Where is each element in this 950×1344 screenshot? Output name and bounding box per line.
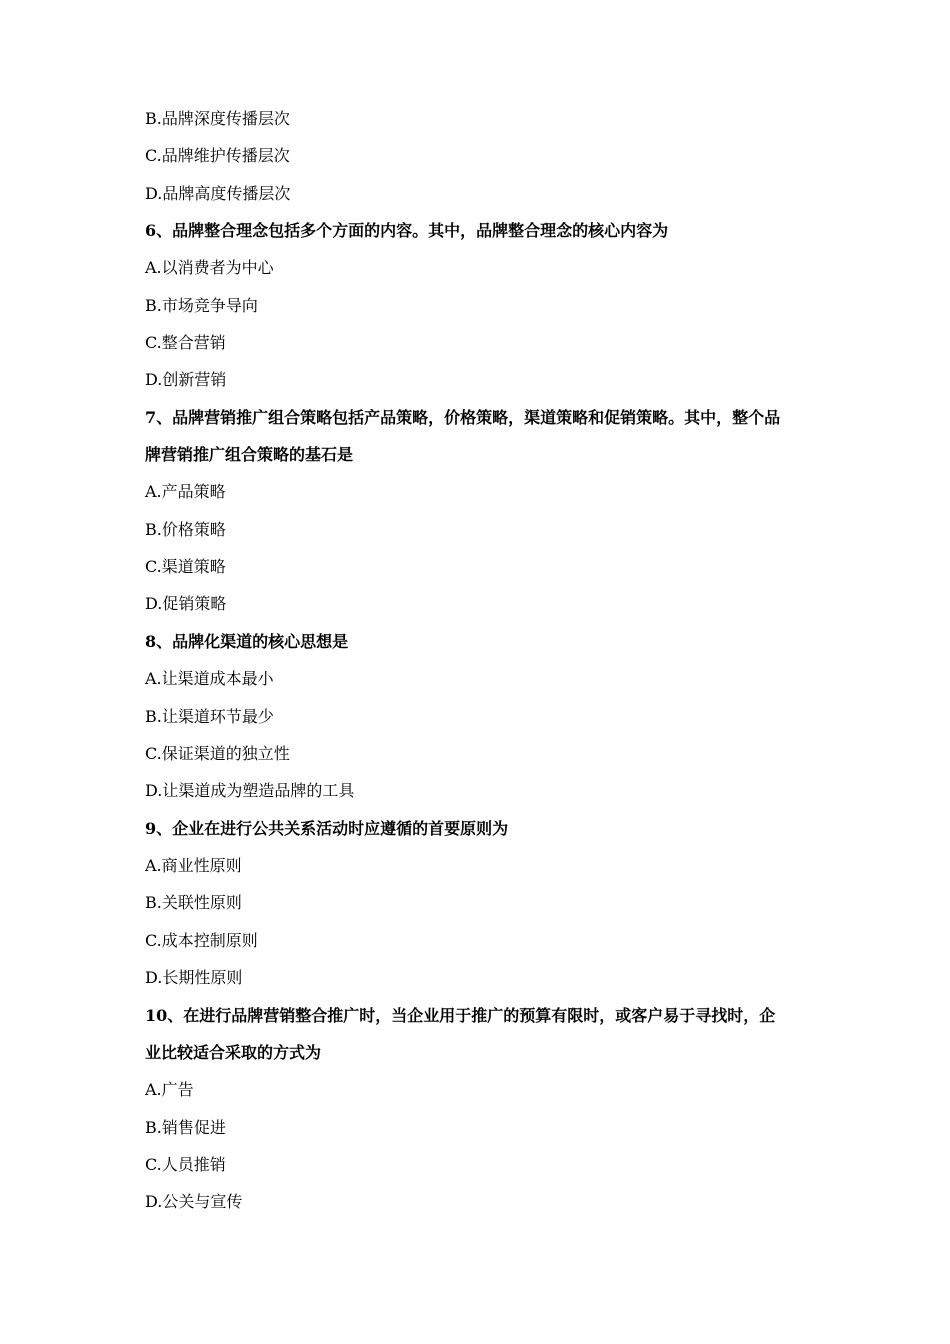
option-line: A.以消费者为中心 xyxy=(145,258,274,277)
option-line: B.价格策略 xyxy=(145,520,226,539)
question-line: 10、在进行品牌营销整合推广时，当企业用于推广的预算有限时，或客户易于寻找时，企 xyxy=(145,1006,776,1025)
question-line: 6、品牌整合理念包括多个方面的内容。其中，品牌整合理念的核心内容为 xyxy=(145,221,669,240)
option-line: D.长期性原则 xyxy=(145,968,243,987)
option-line: C.成本控制原则 xyxy=(145,931,258,950)
option-line: D.促销策略 xyxy=(145,594,227,613)
option-line: D.品牌高度传播层次 xyxy=(145,184,291,203)
option-line: C.品牌维护传播层次 xyxy=(145,146,290,165)
option-line: B.销售促进 xyxy=(145,1118,226,1137)
option-line: B.市场竞争导向 xyxy=(145,296,258,315)
question-line: 9、企业在进行公共关系活动时应遵循的首要原则为 xyxy=(145,819,509,838)
question-line: 7、品牌营销推广组合策略包括产品策略，价格策略，渠道策略和促销策略。其中，整个品 xyxy=(145,408,781,427)
option-line: B.品牌深度传播层次 xyxy=(145,109,290,128)
option-line: A.产品策略 xyxy=(145,482,226,501)
option-line: C.渠道策略 xyxy=(145,557,226,576)
option-line: A.广告 xyxy=(145,1080,194,1099)
option-line: D.让渠道成为塑造品牌的工具 xyxy=(145,781,355,800)
question-line: 业比较适合采取的方式为 xyxy=(145,1043,322,1062)
option-line: C.保证渠道的独立性 xyxy=(145,744,290,763)
option-line: C.整合营销 xyxy=(145,333,226,352)
option-line: D.公关与宣传 xyxy=(145,1192,243,1211)
question-line: 8、品牌化渠道的核心思想是 xyxy=(145,632,349,651)
option-line: B.关联性原则 xyxy=(145,893,242,912)
option-line: B.让渠道环节最少 xyxy=(145,707,274,726)
question-line: 牌营销推广组合策略的基石是 xyxy=(145,445,354,464)
option-line: A.让渠道成本最小 xyxy=(145,669,274,688)
option-line: D.创新营销 xyxy=(145,370,227,389)
option-line: A.商业性原则 xyxy=(145,856,242,875)
option-line: C.人员推销 xyxy=(145,1155,226,1174)
